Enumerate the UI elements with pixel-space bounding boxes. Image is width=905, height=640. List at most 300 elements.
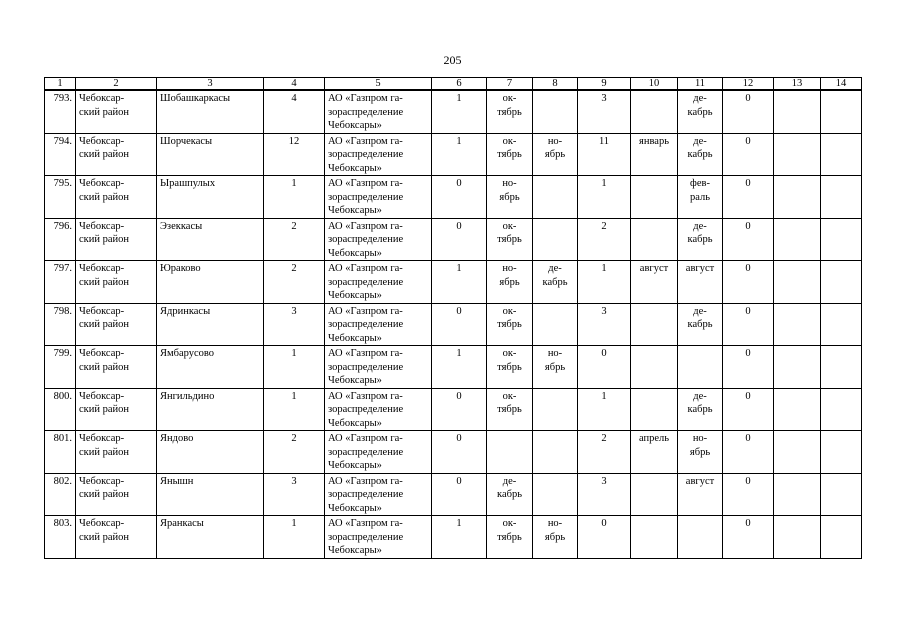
col-8-month-line [536, 177, 574, 191]
col-6-value-cell: 0 [432, 176, 487, 219]
column-header-5: 5 [325, 78, 432, 91]
col-8-month-line [536, 220, 574, 234]
col-12-value-cell: 0 [723, 176, 774, 219]
organization-line: АО «Газпром га- [328, 135, 403, 147]
col-7-month-line: тябрь [497, 531, 522, 543]
col-13-value-cell [774, 346, 821, 389]
col-13-value-cell [774, 388, 821, 431]
col-11-month-line [681, 531, 719, 545]
col-10-month-cell [631, 176, 678, 219]
col-11-month-line [681, 361, 719, 375]
col-14-value-cell [821, 473, 862, 516]
col-14-value-cell [821, 176, 862, 219]
col-11-month-cell [678, 431, 723, 474]
col-11-month-line: кабрь [687, 404, 713, 415]
settlement-cell: Шорчекасы [157, 133, 264, 176]
table-row [45, 516, 862, 559]
table-row [45, 90, 862, 133]
table-row [45, 303, 862, 346]
col-7-month-cell [487, 388, 533, 431]
col-12-value-cell: 0 [723, 133, 774, 176]
col-8-month-cell [533, 431, 578, 474]
col-8-month-line [536, 475, 574, 489]
col-7-month-line: де- [502, 475, 517, 487]
organization-line: зораспределение [328, 319, 404, 330]
col-11-month-line: раль [689, 191, 711, 203]
organization-line: АО «Газпром га- [328, 178, 403, 189]
col-7-month-cell [487, 218, 533, 261]
col-6-value-cell: 1 [432, 346, 487, 389]
column-header-6: 6 [432, 78, 487, 91]
col-13-value-cell [774, 261, 821, 304]
column-header-10: 10 [631, 78, 678, 91]
col-8-month-line [536, 318, 574, 332]
row-number-cell: 798. [45, 303, 76, 346]
column-header-8: 8 [533, 78, 578, 91]
organization-cell [325, 473, 432, 516]
district-cell [76, 176, 157, 219]
organization-line: Чебоксары» [328, 417, 382, 429]
table-row [45, 133, 862, 176]
col-14-value-cell [821, 261, 862, 304]
col-7-month-line: тябрь [497, 404, 522, 415]
col-13-value-cell [774, 218, 821, 261]
col-11-month-cell [678, 218, 723, 261]
row-number-cell: 797. [45, 261, 76, 304]
col-14-value-cell [821, 516, 862, 559]
col-7-month-cell [487, 431, 533, 474]
col-13-value-cell [774, 90, 821, 133]
col-6-value-cell: 1 [432, 90, 487, 133]
row-number-cell: 793. [45, 90, 76, 133]
organization-line: Чебоксары» [328, 460, 382, 471]
col-11-month-line: кабрь [687, 149, 713, 160]
district-cell [76, 388, 157, 431]
col-10-month-cell [631, 346, 678, 389]
district-cell [76, 346, 157, 389]
col-7-month-cell [487, 261, 533, 304]
col-7-month-line: кабрь [497, 489, 522, 500]
col-11-month-line: кабрь [687, 234, 713, 245]
col-11-month-line: август [685, 475, 715, 487]
col-10-month-cell [631, 516, 678, 559]
district-line: ский район [79, 276, 130, 288]
col-14-value-cell [821, 90, 862, 133]
organization-line: Чебоксары» [328, 545, 382, 556]
quantity-cell: 4 [264, 90, 325, 133]
col-11-month-line: август [685, 263, 715, 274]
col-6-value-cell: 1 [432, 261, 487, 304]
col-7-month-line: ок- [502, 220, 517, 232]
col-8-month-line [536, 106, 574, 120]
col-9-value-cell: 3 [578, 473, 631, 516]
col-8-month-line [536, 191, 574, 205]
col-9-value-cell: 3 [578, 90, 631, 133]
col-6-value-cell: 0 [432, 473, 487, 516]
organization-line: зораспределение [328, 234, 404, 245]
district-cell [76, 218, 157, 261]
district-line: Чебоксар- [79, 390, 125, 402]
col-13-value-cell [774, 516, 821, 559]
col-8-month-cell [533, 218, 578, 261]
col-11-month-line: де- [693, 135, 707, 147]
district-line: Чебоксар- [79, 135, 125, 147]
district-line: ский район [79, 361, 130, 373]
col-10-month-cell: апрель [631, 431, 678, 474]
organization-line: зораспределение [328, 531, 404, 543]
organization-line: АО «Газпром га- [328, 220, 403, 232]
col-7-month-line: тябрь [497, 149, 522, 160]
column-header-1: 1 [45, 78, 76, 91]
col-11-month-line: но- [692, 433, 708, 444]
col-8-month-line: но- [547, 348, 563, 359]
col-11-month-line: фев- [690, 178, 710, 189]
organization-cell [325, 516, 432, 559]
organization-cell [325, 133, 432, 176]
col-7-month-line: ок- [502, 135, 517, 147]
table-row [45, 346, 862, 389]
organization-line: Чебоксары» [328, 502, 382, 514]
district-line: ский район [79, 404, 130, 415]
col-10-month-cell: август [631, 261, 678, 304]
col-6-value-cell: 1 [432, 516, 487, 559]
col-11-month-line [681, 276, 719, 290]
district-line: Чебоксар- [79, 220, 125, 232]
organization-cell [325, 176, 432, 219]
col-12-value-cell: 0 [723, 388, 774, 431]
settlement-cell: Ырашпулых [157, 176, 264, 219]
row-number-cell: 799. [45, 346, 76, 389]
col-11-month-cell [678, 90, 723, 133]
col-8-month-line [536, 432, 574, 446]
col-12-value-cell: 0 [723, 346, 774, 389]
col-6-value-cell: 0 [432, 303, 487, 346]
col-12-value-cell: 0 [723, 261, 774, 304]
col-7-month-line: ябрь [499, 276, 520, 288]
district-line: ский район [79, 319, 130, 330]
col-8-month-line [536, 403, 574, 417]
column-header-7: 7 [487, 78, 533, 91]
settlement-cell: Ядринкасы [157, 303, 264, 346]
organization-line: АО «Газпром га- [328, 390, 403, 402]
settlement-cell: Юраково [157, 261, 264, 304]
organization-cell [325, 431, 432, 474]
col-11-month-line [681, 517, 719, 531]
table-row [45, 218, 862, 261]
col-11-month-cell [678, 473, 723, 516]
district-cell [76, 431, 157, 474]
col-9-value-cell: 0 [578, 346, 631, 389]
col-12-value-cell: 0 [723, 516, 774, 559]
col-8-month-cell [533, 90, 578, 133]
col-9-value-cell: 0 [578, 516, 631, 559]
col-14-value-cell [821, 133, 862, 176]
col-11-month-line [681, 488, 719, 502]
col-11-month-line: де- [693, 390, 707, 402]
col-9-value-cell: 1 [578, 261, 631, 304]
col-11-month-cell [678, 176, 723, 219]
column-header-4: 4 [264, 78, 325, 91]
col-7-month-line: ябрь [499, 191, 520, 203]
column-header-13: 13 [774, 78, 821, 91]
col-7-month-line: тябрь [497, 234, 522, 245]
col-11-month-cell [678, 133, 723, 176]
col-8-month-cell [533, 303, 578, 346]
district-line: ский район [79, 531, 130, 543]
col-11-month-cell [678, 346, 723, 389]
district-cell [76, 303, 157, 346]
col-7-month-line: ок- [502, 93, 517, 104]
table-row [45, 431, 862, 474]
district-cell [76, 516, 157, 559]
settlement-cell: Шобашкаркасы [157, 90, 264, 133]
table-body [45, 78, 862, 559]
col-7-month-cell [487, 176, 533, 219]
page-number: 205 [443, 53, 462, 67]
district-cell [76, 473, 157, 516]
col-11-month-line [681, 347, 719, 361]
district-line: Чебоксар- [79, 263, 125, 274]
organization-line: Чебоксары» [328, 290, 382, 301]
district-cell [76, 261, 157, 304]
quantity-cell: 1 [264, 516, 325, 559]
table-row [45, 261, 862, 304]
quantity-cell: 1 [264, 346, 325, 389]
organization-line: АО «Газпром га- [328, 475, 403, 487]
col-11-month-cell [678, 303, 723, 346]
col-8-month-line [536, 488, 574, 502]
col-11-month-line: де- [693, 220, 707, 232]
organization-line: зораспределение [328, 106, 404, 118]
col-6-value-cell: 0 [432, 218, 487, 261]
col-13-value-cell [774, 431, 821, 474]
col-8-month-line [536, 446, 574, 460]
col-10-month-cell [631, 303, 678, 346]
col-8-month-line [536, 390, 574, 404]
column-number-header [45, 78, 862, 91]
col-7-month-line: ок- [502, 348, 517, 359]
col-9-value-cell: 2 [578, 218, 631, 261]
district-line: Чебоксар- [79, 178, 125, 189]
organization-line: Чебоксары» [328, 120, 382, 131]
table-row [45, 388, 862, 431]
col-13-value-cell [774, 176, 821, 219]
col-8-month-line: ябрь [544, 361, 566, 373]
organization-line: Чебоксары» [328, 247, 382, 259]
col-11-month-cell [678, 516, 723, 559]
col-12-value-cell: 0 [723, 473, 774, 516]
col-10-month-cell [631, 218, 678, 261]
district-line: Чебоксар- [79, 305, 125, 317]
organization-line: зораспределение [328, 149, 404, 160]
row-number-cell: 794. [45, 133, 76, 176]
col-13-value-cell [774, 133, 821, 176]
col-9-value-cell: 1 [578, 388, 631, 431]
organization-line: АО «Газпром га- [328, 305, 403, 317]
col-7-month-cell [487, 516, 533, 559]
col-6-value-cell: 0 [432, 431, 487, 474]
col-7-month-cell [487, 90, 533, 133]
district-line: ский район [79, 489, 130, 500]
district-line: Чебоксар- [79, 475, 125, 487]
col-6-value-cell: 1 [432, 133, 487, 176]
col-7-month-line [490, 432, 529, 446]
document-table [44, 77, 862, 559]
quantity-cell: 12 [264, 133, 325, 176]
col-11-month-cell [678, 388, 723, 431]
quantity-cell: 1 [264, 388, 325, 431]
col-8-month-cell [533, 388, 578, 431]
col-7-month-cell [487, 133, 533, 176]
col-11-month-cell [678, 261, 723, 304]
district-line: ский район [79, 106, 130, 118]
col-14-value-cell [821, 218, 862, 261]
settlement-cell: Эзеккасы [157, 218, 264, 261]
district-cell [76, 133, 157, 176]
row-number-cell: 795. [45, 176, 76, 219]
col-8-month-line: но- [547, 518, 563, 529]
organization-line: зораспределение [328, 446, 404, 458]
district-line: Чебоксар- [79, 93, 125, 104]
settlement-cell: Ямбарусово [157, 346, 264, 389]
district-line: Чебоксар- [79, 518, 125, 529]
organization-line: АО «Газпром га- [328, 263, 403, 274]
col-12-value-cell: 0 [723, 218, 774, 261]
col-7-month-cell [487, 303, 533, 346]
col-7-month-line: тябрь [497, 106, 522, 118]
col-9-value-cell: 11 [578, 133, 631, 176]
district-line: ский район [79, 446, 130, 458]
col-7-month-line: ок- [502, 518, 517, 529]
organization-line: Чебоксары» [328, 205, 382, 216]
organization-line: зораспределение [328, 404, 404, 415]
row-number-cell: 803. [45, 516, 76, 559]
quantity-cell: 3 [264, 473, 325, 516]
col-9-value-cell: 1 [578, 176, 631, 219]
row-number-cell: 800. [45, 388, 76, 431]
col-10-month-cell [631, 90, 678, 133]
settlement-cell: Янгильдино [157, 388, 264, 431]
col-14-value-cell [821, 431, 862, 474]
col-11-month-line: кабрь [687, 106, 713, 118]
col-11-month-line: де- [693, 305, 707, 317]
col-11-month-line: де- [693, 93, 707, 104]
settlement-cell: Яндово [157, 431, 264, 474]
col-8-month-cell [533, 473, 578, 516]
organization-line: зораспределение [328, 276, 404, 288]
column-header-3: 3 [157, 78, 264, 91]
district-line: ский район [79, 149, 130, 160]
organization-cell [325, 261, 432, 304]
col-7-month-line: тябрь [497, 361, 522, 373]
col-10-month-cell [631, 388, 678, 431]
col-11-month-line: ябрь [689, 446, 711, 458]
organization-line: Чебоксары» [328, 162, 382, 174]
col-7-month-line: но- [502, 263, 517, 274]
organization-line: Чебоксары» [328, 332, 382, 344]
settlement-cell: Янышн [157, 473, 264, 516]
quantity-cell: 3 [264, 303, 325, 346]
col-10-month-cell [631, 473, 678, 516]
organization-cell [325, 218, 432, 261]
column-header-11: 11 [678, 78, 723, 91]
row-number-cell: 801. [45, 431, 76, 474]
col-8-month-line [536, 233, 574, 247]
col-8-month-cell [533, 176, 578, 219]
col-13-value-cell [774, 473, 821, 516]
col-8-month-line [536, 305, 574, 319]
col-7-month-cell [487, 346, 533, 389]
district-cell [76, 90, 157, 133]
column-header-9: 9 [578, 78, 631, 91]
col-8-month-line: ябрь [544, 149, 566, 160]
table-row [45, 473, 862, 516]
row-number-cell: 796. [45, 218, 76, 261]
organization-line: АО «Газпром га- [328, 518, 403, 529]
col-7-month-line: тябрь [497, 319, 522, 330]
quantity-cell: 2 [264, 218, 325, 261]
col-12-value-cell: 0 [723, 90, 774, 133]
col-7-month-line: ок- [502, 390, 517, 402]
district-line: ский район [79, 234, 130, 245]
col-8-month-cell [533, 261, 578, 304]
organization-cell [325, 388, 432, 431]
col-7-month-cell [487, 473, 533, 516]
col-8-month-line [536, 92, 574, 106]
organization-cell [325, 346, 432, 389]
col-8-month-line: кабрь [542, 276, 568, 288]
col-8-month-line: де- [548, 263, 562, 274]
col-8-month-line: ябрь [544, 531, 566, 543]
col-10-month-cell: январь [631, 133, 678, 176]
district-line: Чебоксар- [79, 348, 125, 359]
row-number-cell: 802. [45, 473, 76, 516]
col-8-month-cell [533, 346, 578, 389]
col-11-month-line: кабрь [687, 319, 713, 330]
quantity-cell: 2 [264, 261, 325, 304]
col-8-month-cell [533, 516, 578, 559]
column-header-12: 12 [723, 78, 774, 91]
organization-line: АО «Газпром га- [328, 348, 403, 359]
col-14-value-cell [821, 303, 862, 346]
quantity-cell: 2 [264, 431, 325, 474]
quantity-cell: 1 [264, 176, 325, 219]
col-14-value-cell [821, 346, 862, 389]
col-8-month-line: но- [547, 135, 563, 147]
organization-line: зораспределение [328, 489, 404, 500]
organization-line: зораспределение [328, 191, 404, 203]
col-12-value-cell: 0 [723, 431, 774, 474]
col-7-month-line: ок- [502, 305, 517, 317]
organization-line: АО «Газпром га- [328, 433, 403, 444]
col-9-value-cell: 3 [578, 303, 631, 346]
organization-cell [325, 90, 432, 133]
col-7-month-line [490, 446, 529, 460]
col-9-value-cell: 2 [578, 431, 631, 474]
col-8-month-cell [533, 133, 578, 176]
organization-line: АО «Газпром га- [328, 93, 403, 104]
col-12-value-cell: 0 [723, 303, 774, 346]
district-line: Чебоксар- [79, 433, 125, 444]
col-14-value-cell [821, 388, 862, 431]
organization-cell [325, 303, 432, 346]
col-6-value-cell: 0 [432, 388, 487, 431]
column-header-14: 14 [821, 78, 862, 91]
district-line: ский район [79, 191, 130, 203]
col-13-value-cell [774, 303, 821, 346]
table-row [45, 176, 862, 219]
column-header-2: 2 [76, 78, 157, 91]
